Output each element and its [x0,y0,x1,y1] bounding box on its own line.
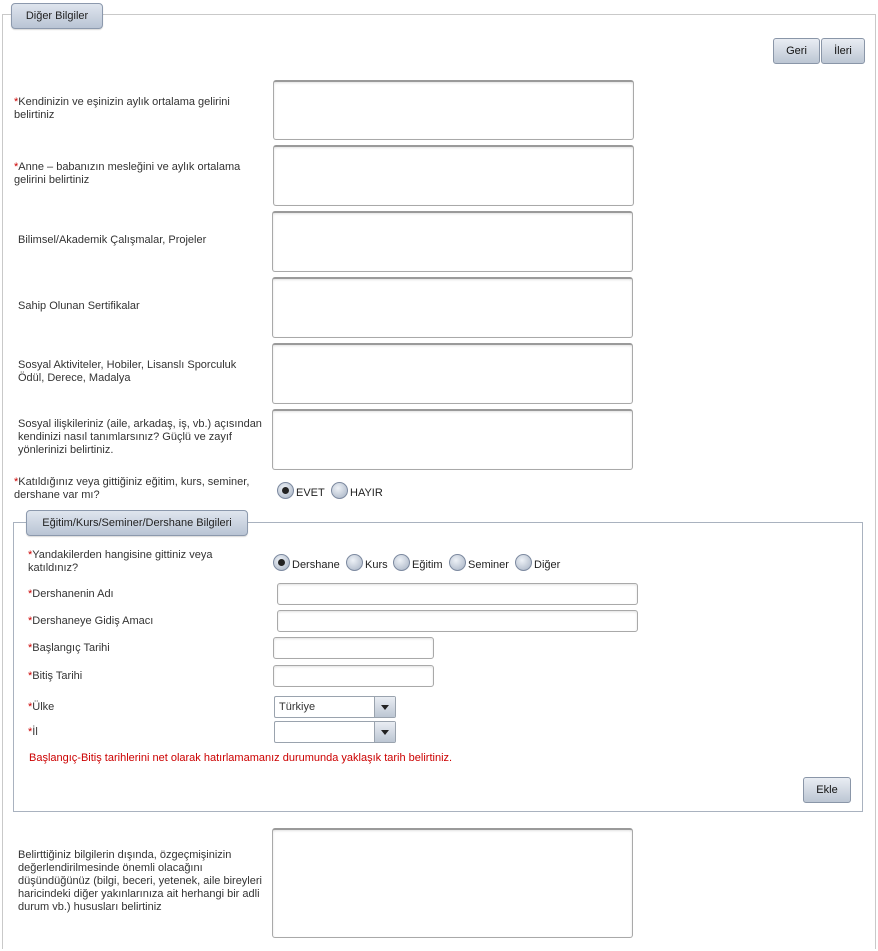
school-name-label-text: Dershanenin Adı [32,588,114,600]
income-textarea[interactable] [273,80,634,140]
other-info-textarea[interactable] [272,828,633,938]
social-textarea[interactable] [272,409,633,470]
type-kurs-label: Kurs [365,559,388,571]
activities-label: Sosyal Aktiviteler, Hobiler, Lisanslı Sporculuk Ödül, Derece, Madalya [18,359,237,384]
attended-label-text: Katıldığınız veya gittiğiniz eğitim, kurs, seminer, dershane var mı? [14,476,250,501]
required-marker: * [28,642,33,654]
type-kurs-radio[interactable] [346,554,363,571]
required-marker: * [28,701,33,713]
required-marker: * [28,726,33,738]
add-button[interactable]: Ekle [803,777,851,803]
purpose-label [28,615,153,628]
type-egitim-label: Eğitim [412,559,443,571]
city-select[interactable] [274,721,396,743]
attended-label [14,476,274,502]
required-marker: * [28,549,33,561]
next-button[interactable]: İleri [821,38,865,64]
academic-textarea[interactable] [272,211,633,272]
other-info-label: Belirttiğiniz bilgilerin dışında, özgeçmişinizin değerlendirilmesinde önemli olacağını düşündüğünüz (bilgi, beceri, yetenek, aile bireyleri haricindeki diğer yakınlarınıza ait herhangi bir adli durum vb.) hususları belirtiniz [18,849,262,913]
education-section-title: Eğitim/Kurs/Seminer/Dershane Bilgileri [26,510,248,536]
school-name-label [28,588,114,601]
chevron-down-icon[interactable] [374,722,395,742]
purpose-input[interactable] [277,610,638,632]
parents-income-textarea[interactable] [273,145,634,206]
parents-income-label-text: Anne – babanızın mesleğini ve aylık ortalama gelirini belirtiniz [14,161,241,186]
type-dershane-label: Dershane [292,559,340,571]
education-type-label-text: Yandakilerden hangisine gittiniz veya katıldınız? [28,549,213,574]
required-marker: * [28,670,33,682]
attended-yes-label: EVET [296,487,325,499]
type-dershane-radio[interactable] [273,554,290,571]
date-warning-text: Başlangıç-Bitiş tarihlerini net olarak hatırlamamanız durumunda yaklaşık tarih belirtiniz. [29,752,453,764]
required-marker: * [14,476,19,488]
school-name-input[interactable] [277,583,638,605]
type-seminer-radio[interactable] [449,554,466,571]
section-title: Diğer Bilgiler [11,3,103,29]
certificates-label: Sahip Olunan Sertifikalar [18,300,140,312]
end-date-label [28,670,82,683]
start-date-label-text: Başlangıç Tarihi [32,642,110,654]
country-label-text: Ülke [32,701,55,713]
type-diger-radio[interactable] [515,554,532,571]
parents-income-label [14,161,259,187]
income-label-text: Kendinizin ve eşinizin aylık ortalama gelirini belirtiniz [14,96,230,121]
academic-label: Bilimsel/Akademik Çalışmalar, Projeler [18,234,207,246]
activities-textarea[interactable] [272,343,633,404]
back-button[interactable]: Geri [773,38,820,64]
purpose-label-text: Dershaneye Gidiş Amacı [32,615,154,627]
city-label [28,726,38,739]
type-diger-label: Diğer [534,559,561,571]
social-label: Sosyal ilişkileriniz (aile, arkadaş, iş, vb.) açısından kendinizi nasıl tanımlarsınız? Güçlü ve zayıf yönlerinizi belirtiniz. [18,418,262,456]
type-seminer-label: Seminer [468,559,509,571]
required-marker: * [14,161,19,173]
attended-no-label: HAYIR [350,487,383,499]
income-label [14,96,259,122]
required-marker: * [14,96,19,108]
required-marker: * [28,588,33,600]
required-marker: * [28,615,33,627]
country-select[interactable] [274,696,396,718]
education-type-label [28,549,243,575]
attended-yes-radio[interactable] [277,482,294,499]
country-select-value: Türkiye [279,701,316,713]
type-egitim-radio[interactable] [393,554,410,571]
city-label-text: İl [32,726,38,738]
certificates-textarea[interactable] [272,277,633,338]
country-label [28,701,54,714]
attended-no-radio[interactable] [331,482,348,499]
start-date-input[interactable] [273,637,434,659]
end-date-input[interactable] [273,665,434,687]
start-date-label [28,642,110,655]
end-date-label-text: Bitiş Tarihi [32,670,83,682]
chevron-down-icon[interactable] [374,697,395,717]
